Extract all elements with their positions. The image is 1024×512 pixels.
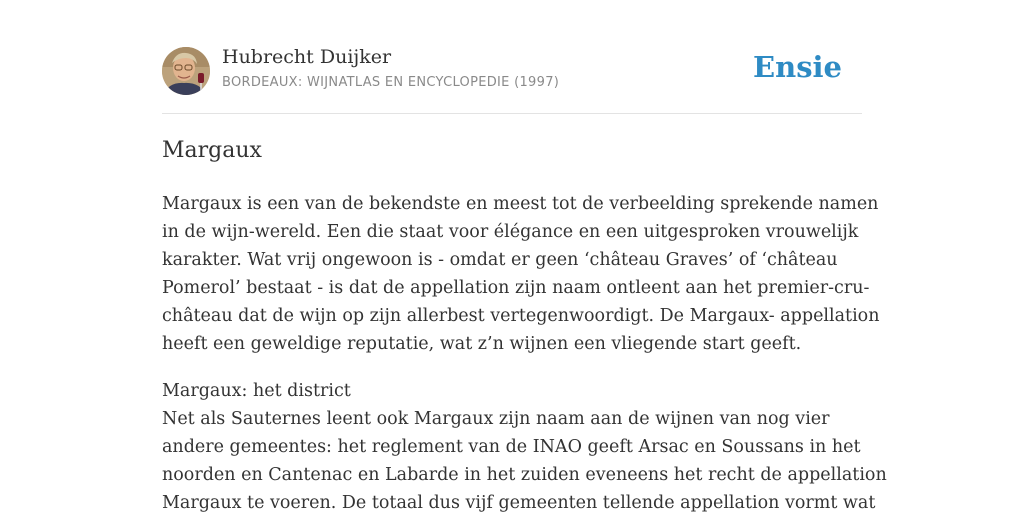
paragraph-line: karakter. Wat vrij ongewoon is - omdat er geen ‘château Graves’ of ‘château	[162, 250, 838, 270]
article-body	[162, 190, 887, 512]
paragraph-gap	[162, 358, 862, 377]
paragraph-line: Margaux te voeren. De totaal dus vijf gemeenten tellende appellation vormt wat	[162, 493, 876, 512]
paragraph-line: Net als Sauternes leent ook Margaux zijn naam aan de wijnen van nog vier	[162, 409, 830, 429]
paragraph-line: Margaux is een van de bekendste en meest tot de verbeelding sprekende namen	[162, 194, 879, 214]
header-divider	[162, 113, 862, 114]
paragraph-line: château dat de wijn op zijn allerbest vertegenwoordigt. De Margaux- appellation	[162, 306, 880, 326]
paragraph-line: heeft een geweldige reputatie, wat z’n wijnen een vliegende start geeft.	[162, 334, 802, 354]
paragraph-line: noorden en Cantenac en Labarde in het zuiden eveneens het recht de appellation	[162, 465, 887, 485]
brand-logo[interactable]: Ensie	[753, 50, 842, 84]
source-title[interactable]: BORDEAUX: WIJNATLAS EN ENCYCLOPEDIE (1997)	[222, 75, 560, 90]
section-subheading: Margaux: het district	[162, 381, 351, 401]
author-portrait-icon	[162, 47, 210, 95]
article-title: Margaux	[162, 138, 262, 163]
author-avatar[interactable]	[162, 47, 210, 95]
paragraph-line: Pomerol’ bestaat - is dat de appellation zijn naam ontleent aan het premier-cru-	[162, 278, 870, 298]
paragraph-line: andere gemeentes: het reglement van de INAO geeft Arsac en Soussans in het	[162, 437, 861, 457]
paragraph-line: in de wijn-wereld. Een die staat voor élégance en een uitgesproken vrouwelijk	[162, 222, 859, 242]
header	[162, 45, 862, 97]
author-name[interactable]: Hubrecht Duijker	[222, 46, 392, 68]
